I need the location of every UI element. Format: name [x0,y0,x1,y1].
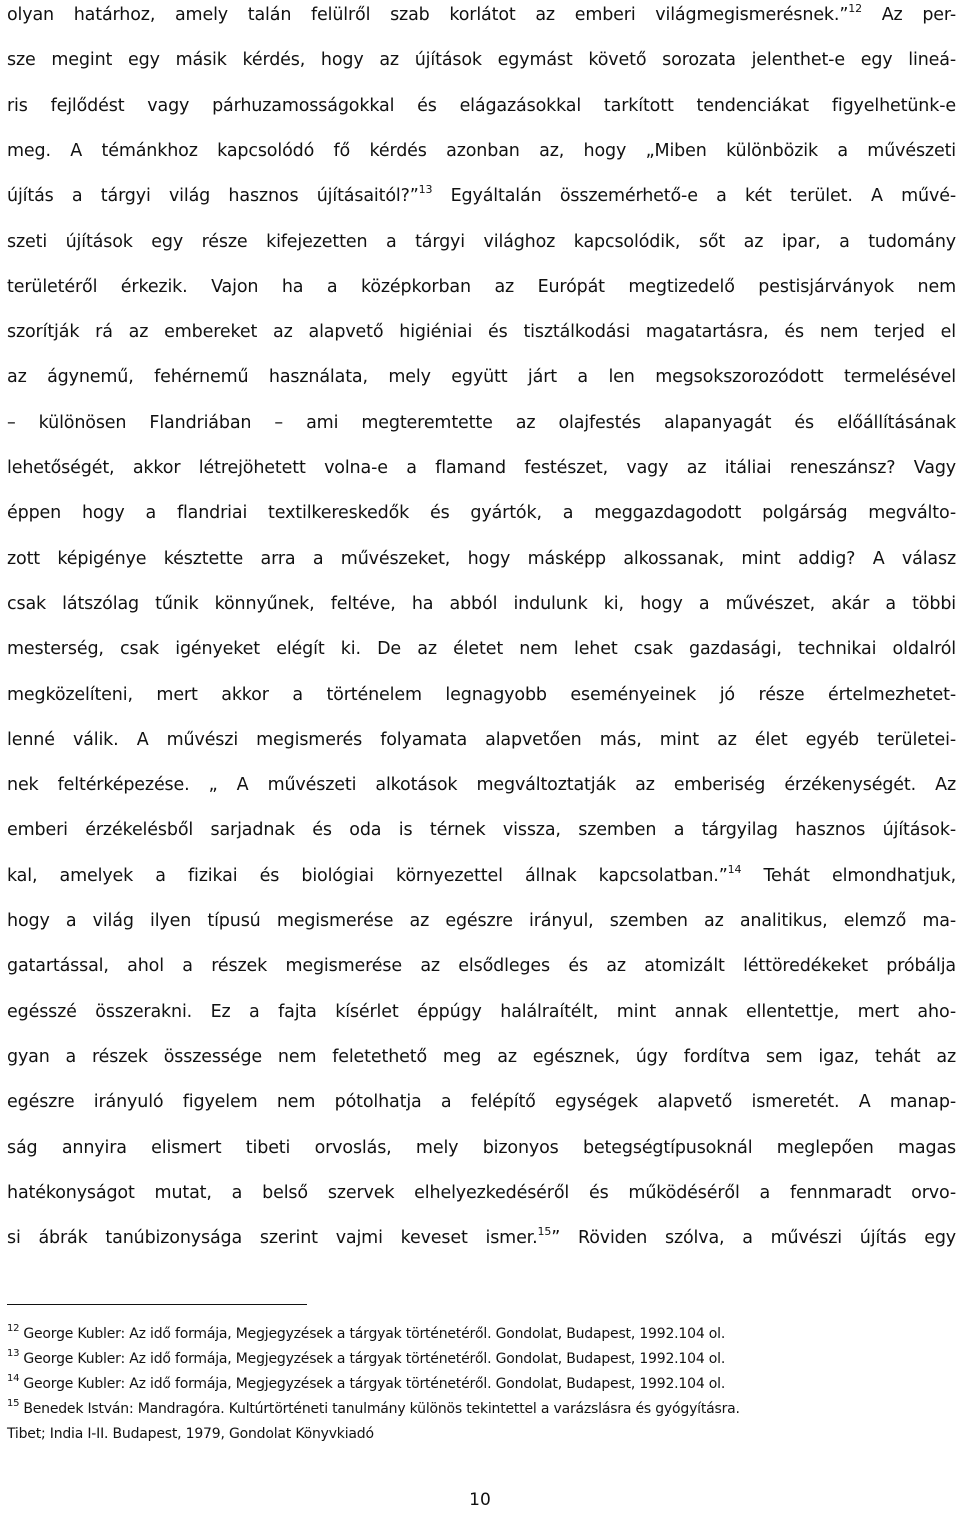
body-line-text: zott képigénye késztette arra a művészeket, hogy másképp alkossanak, mint addig? A válasz [7,548,956,569]
body-line-text: területéről érkezik. Vajon ha a középkorban az Európát megtizedelő pestisjárványok nem [7,276,956,297]
footnote-number: 12 [7,1323,20,1335]
body-line [7,275,956,299]
body-line-text: szeti újítások egy része kifejezetten a tárgyi világhoz kapcsolódik, sőt az ipar, a tudomány [7,231,956,252]
footnote [7,1350,725,1368]
body-line-text: si ábrák tanúbizonysága szerint vajmi keveset ismer. [7,1228,538,1249]
body-line-text: ” Röviden szólva, a művészi újítás egy [551,1228,956,1249]
footnote-number: 15 [7,1398,20,1410]
body-line [7,909,956,933]
body-line [7,864,956,888]
body-line [7,230,956,254]
body-line-text: Az per- [861,5,956,25]
body-line [7,547,956,571]
body-line [7,1226,956,1250]
body-line-text: megközelíteni, mert akkor a történelem legnagyobb eseményeinek jó része értelmezhetet- [7,684,956,705]
body-line-text: gyan a részek összessége nem feletethető meg az egésznek, úgy fordítva sem igaz, tehát az [7,1046,956,1067]
footnote-number: 14 [7,1373,20,1385]
body-line-text: ris fejlődést vagy párhuzamosságokkal és elágazásokkal tarkított tendenciákat figyelhetünk-e [7,95,956,116]
body-line [7,818,956,842]
body-line [7,728,956,752]
body-line [7,1181,956,1205]
footnote-text: George Kubler: Az idő formája, Megjegyzések a tárgyak történetéről. Gondolat, Budapest, 1992.104 ol. [23,1326,726,1342]
body-line-text: csak látszólag tűnik könnyűnek, feltéve, ha abból indulunk ki, hogy a művészet, akár a többi [7,593,956,614]
body-line [7,3,956,27]
body-line-text: emberi érzékelésből sarjadnak és oda is térnek vissza, szemben a tárgyilag hasznos újítások- [7,820,956,841]
footnote-reference[interactable]: 14 [727,862,742,876]
footnote-reference[interactable]: 15 [537,1225,552,1239]
body-line-text: hogy a világ ilyen típusú megismerése az egészre irányul, szemben az analitikus, elemző ma- [7,911,956,931]
body-line-text: ság annyira elismert tibeti orvoslás, mely bizonyos betegségtípusoknál meglepően magas [7,1137,956,1158]
body-line-text: lenné válik. A művészi megismerés folyamata alapvetően más, mint az élet egyéb területei- [7,729,956,750]
body-line [7,501,956,525]
body-line [7,637,956,661]
body-line [7,683,956,707]
body-line [7,773,956,797]
footnote-reference[interactable]: 13 [418,183,433,197]
footnote [7,1375,725,1393]
body-line-text: nek feltérképezése. „ A művészeti alkotások megváltoztatják az emberiség érzékenységét. Az [7,775,956,796]
body-line-text: hatékonyságot mutat, a belső szervek elhelyezkedéséről és működéséről a fennmaradt orvo- [7,1182,956,1203]
body-line-text: egésszé összerakni. Ez a fajta kísérlet éppúgy halálraítélt, mint annak ellentettje, mert aho- [7,1001,956,1022]
footnote [7,1400,740,1418]
body-line [7,954,956,978]
body-line [7,1000,956,1024]
body-line [7,411,956,435]
footnote [7,1325,725,1343]
body-line [7,48,956,72]
body-line-text: egészre irányuló figyelem nem pótolhatja a felépítő egységek alapvető ismeretét. A manap- [7,1092,956,1113]
body-line-text: az ágynemű, fehérnemű használata, mely együtt járt a len megsokszorozódott termelésével [7,367,956,388]
footnote-text: George Kubler: Az idő formája, Megjegyzések a tárgyak történetéről. Gondolat, Budapest, 1992.104 ol. [23,1351,726,1367]
body-line [7,1136,956,1160]
footnote-reference[interactable]: 12 [848,2,862,16]
footnote-number: 13 [7,1348,20,1360]
footnote-text: George Kubler: Az idő formája, Megjegyzések a tárgyak történetéről. Gondolat, Budapest, 1992.104 ol. [23,1376,726,1392]
body-line [7,139,956,163]
body-line [7,320,956,344]
body-line-text: kal, amelyek a fizikai és biológiai környezettel állnak kapcsolatban.” [7,865,728,886]
body-line-text: meg. A témánkhoz kapcsolódó fő kérdés azonban az, hogy „Miben különbözik a művészeti [7,140,956,161]
footnote-text: Tibet; India I-II. Budapest, 1979, Gondolat Könyvkiadó [7,1426,374,1442]
footnote-separator [7,1304,307,1305]
body-line-text: – különösen Flandriában – ami megteremtette az olajfestés alapanyagát és előállításának [7,412,956,433]
body-line-text: sze megint egy másik kérdés, hogy az újítások egymást követő sorozata jelenthet-e egy lineá- [7,50,956,71]
body-line-text: gatartással, ahol a részek megismerése az elsődleges és az atomizált léttöredékeket próbálja [7,956,956,977]
page-number: 10 [469,1490,491,1510]
body-line [7,456,956,480]
body-line [7,592,956,616]
body-line [7,365,956,389]
body-line-text: Tehát elmondhatjuk, [741,865,956,886]
body-line-text: Egyáltalán összemérhető-e a két terület. A művé- [432,186,956,207]
body-line-text: újítás a tárgyi világ hasznos újításaitól?” [7,186,419,207]
body-line [7,1090,956,1114]
body-line [7,184,956,208]
body-line-text: mesterség, csak igényeket elégít ki. De az életet nem lehet csak gazdasági, technikai oldalról [7,639,956,660]
body-line [7,94,956,118]
footnote [7,1425,374,1443]
body-line-text: olyan határhoz, amely talán felülről szab korlátot az emberi világmegismerésnek.” [7,5,849,25]
footnote-text: Benedek István: Mandragóra. Kultúrtörténeti tanulmány különös tekintettel a varázslásra és gyógyításra. [23,1401,740,1417]
body-line [7,1045,956,1069]
body-line-text: éppen hogy a flandriai textilkereskedők és gyártók, a meggazdagodott polgárság megválto- [7,503,956,524]
body-line-text: szorítják rá az embereket az alapvető higiéniai és tisztálkodási magatartásra, és nem terjed el [7,322,956,343]
body-line-text: lehetőségét, akkor létrejöhetett volna-e a flamand festészet, vagy az itáliai reneszánsz? Vagy [7,458,956,478]
